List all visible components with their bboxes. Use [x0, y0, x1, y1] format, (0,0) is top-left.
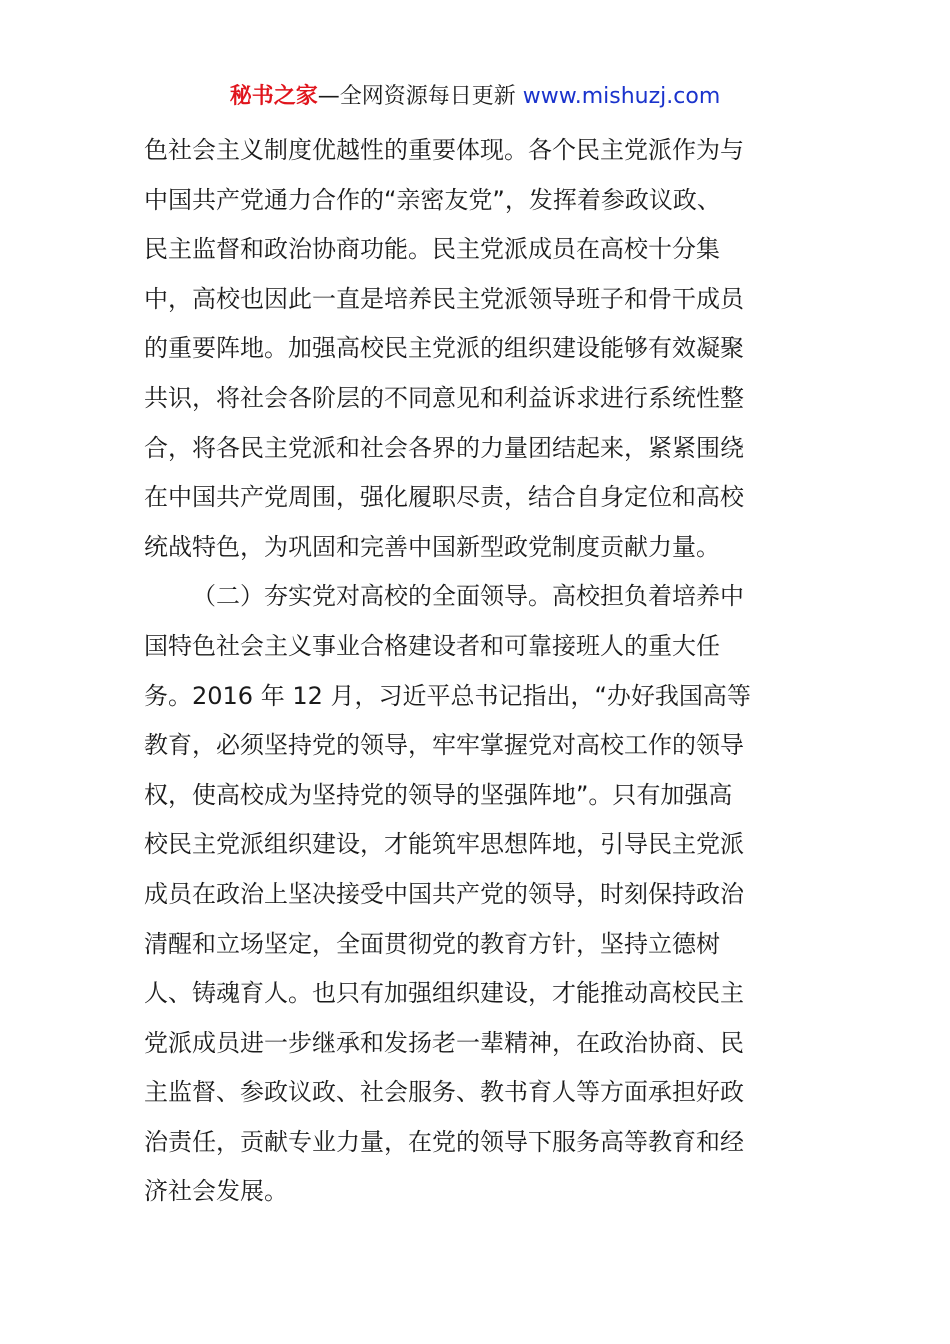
text-line: 在中国共产党周围，强化履职尽责，结合自身定位和高校: [144, 483, 744, 512]
text-line: 教育，必须坚持党的领导，牢牢掌握党对高校工作的领导: [144, 731, 744, 760]
text-line: 党派成员进一步继承和发扬老一辈精神，在政治协商、民: [144, 1028, 744, 1057]
text-line: 民主监督和政治协商功能。民主党派成员在高校十分集: [144, 235, 720, 264]
paragraph-2: [144, 572, 806, 1217]
text-line: 清醒和立场坚定，全面贯彻党的教育方针，坚持立德树: [144, 929, 720, 958]
text-line: 色社会主义制度优越性的重要体现。各个民主党派作为与: [144, 136, 744, 164]
text-line: 主监督、参政议政、社会服务、教书育人等方面承担好政: [144, 1078, 744, 1107]
text-line: 合，将各民主党派和社会各界的力量团结起来，紧紧围绕: [144, 433, 744, 462]
document-body: [144, 126, 806, 1217]
text-line: 济社会发展。: [144, 1177, 288, 1206]
text-line: 人、铸魂育人。也只有加强组织建设，才能推动高校民主: [144, 979, 744, 1008]
text-line: 权，使高校成为坚持党的领导的坚强阵地”。只有加强高: [144, 780, 733, 809]
paragraph-1: [144, 126, 806, 572]
text-line: 成员在政治上坚决接受中国共产党的领导，时刻保持政治: [144, 879, 744, 908]
text-line: 共识，将社会各阶层的不同意见和利益诉求进行系统性整: [144, 383, 744, 412]
text-line: 统战特色，为巩固和完善中国新型政党制度贡献力量。: [144, 532, 720, 561]
text-line: 中，高校也因此一直是培养民主党派领导班子和骨干成员: [144, 284, 744, 313]
text-line: 国特色社会主义事业合格建设者和可靠接班人的重大任: [144, 631, 720, 660]
text-line: 的重要阵地。加强高校民主党派的组织建设能够有效凝聚: [144, 334, 744, 363]
text-line: 中国共产党通力合作的“亲密友党”，发挥着参政议政、: [144, 185, 721, 214]
header-tagline: —全网资源每日更新: [317, 84, 523, 109]
text-line: 治责任，贡献专业力量，在党的领导下服务高等教育和经: [144, 1127, 744, 1156]
text-line: 务。2016 年 12 月，习近平总书记指出，“办好我国高等: [144, 681, 751, 710]
header-site-link[interactable]: www.mishuzj.com: [522, 84, 721, 109]
text-line: 校民主党派组织建设，才能筑牢思想阵地，引导民主党派: [144, 830, 744, 859]
header-brand: 秘书之家: [229, 84, 318, 109]
text-line-indented: （二）夯实党对高校的全面领导。高校担负着培养中: [192, 582, 744, 611]
page-header: [0, 80, 950, 114]
